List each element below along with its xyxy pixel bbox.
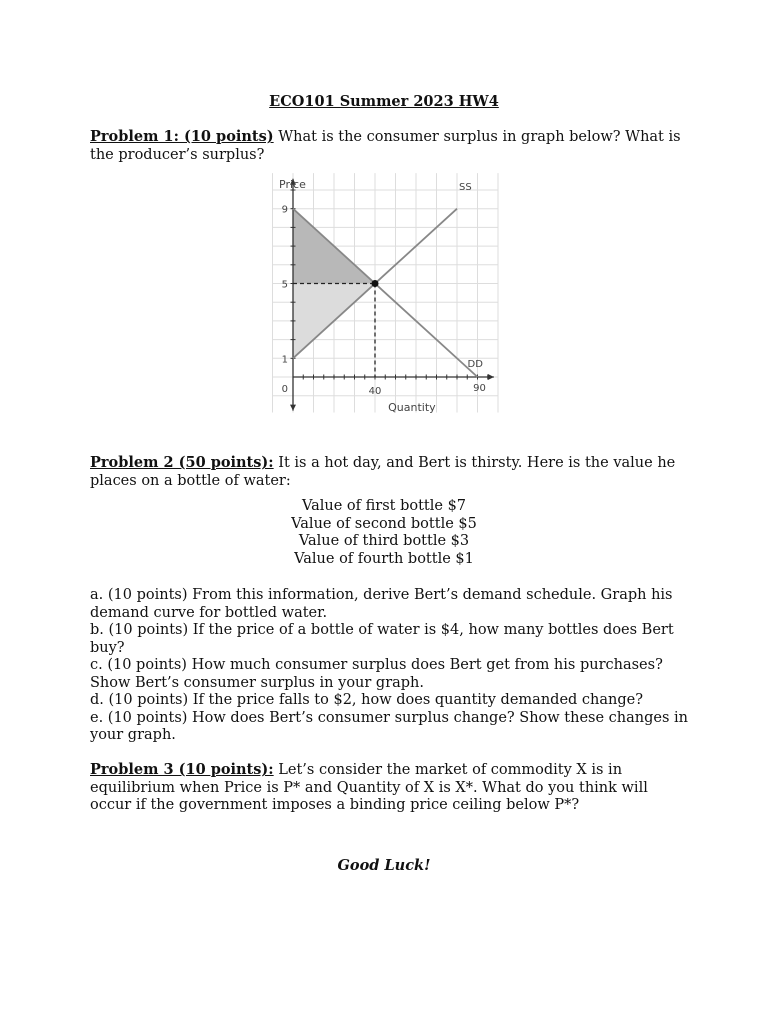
closing-text: Good Luck! — [337, 857, 431, 874]
problem-2-text: It is a hot day, and Bert is thirsty. Here is the value he places on a bottle of water: — [90, 455, 676, 489]
x-tick-label-40: 40 — [368, 386, 382, 397]
y-axis-label: Price — [279, 178, 306, 191]
equilibrium-point — [372, 280, 379, 287]
document-title: ECO101 Summer 2023 HW4 — [269, 93, 499, 110]
x-axis-arrow — [488, 374, 494, 380]
problem-1-label: Problem 1: (10 points) — [90, 128, 274, 145]
x-tick-label-90: 90 — [473, 383, 486, 394]
bottle-value-4: Value of fourth bottle $1 — [294, 550, 474, 567]
problem-2-item-c: c. (10 points) How much consumer surplus does Bert get from his purchases? Show Bert’s consumer surplus in your graph. — [90, 657, 663, 691]
surplus-graph — [270, 172, 500, 420]
problem-1 — [90, 128, 690, 164]
problem-2-item-e: e. (10 points) How does Bert’s consumer surplus change? Show these changes in your graph. — [90, 709, 689, 743]
problem-1-text: What is the consumer surplus in graph below? What is the producer’s surplus? — [90, 129, 681, 163]
demand-curve-label: DD — [467, 359, 483, 370]
bottle-values — [0, 498, 768, 568]
y-tick-label-5: 5 — [281, 279, 288, 291]
x-tick-label-0: 0 — [281, 384, 288, 395]
problem-2-item-a: a. (10 points) From this information, derive Bert’s demand schedule. Graph his demand curve for bottled water. — [90, 587, 673, 621]
problem-3 — [90, 761, 690, 815]
problem-3-label: Problem 3 (10 points): — [90, 761, 274, 778]
problem-2-items — [90, 587, 690, 745]
problem-2 — [90, 454, 690, 490]
bottle-value-3: Value of third bottle $3 — [298, 533, 470, 549]
y-axis-arrow-down — [290, 405, 296, 411]
bottle-value-1: Value of first bottle $7 — [301, 498, 467, 514]
y-tick-label-9: 9 — [281, 204, 288, 216]
y-tick-label-1: 1 — [281, 354, 288, 366]
problem-2-item-d: d. (10 points) If the price falls to $2, how does quantity demanded change? — [90, 692, 643, 708]
problem-3-text: Let’s consider the market of commodity X is in equilibrium when Price is P* and Quantity of X is X*. What do you think will occur if the government imposes a binding price ceiling below P*? — [90, 762, 648, 813]
bottle-value-2: Value of second bottle $5 — [291, 515, 477, 532]
problem-2-item-b: b. (10 points) If the price of a bottle of water is $4, how many bottles does Bert buy? — [90, 622, 674, 656]
x-axis-label: Quantity — [388, 401, 436, 414]
supply-curve-label: SS — [459, 182, 472, 193]
problem-2-label: Problem 2 (50 points): — [90, 454, 274, 471]
